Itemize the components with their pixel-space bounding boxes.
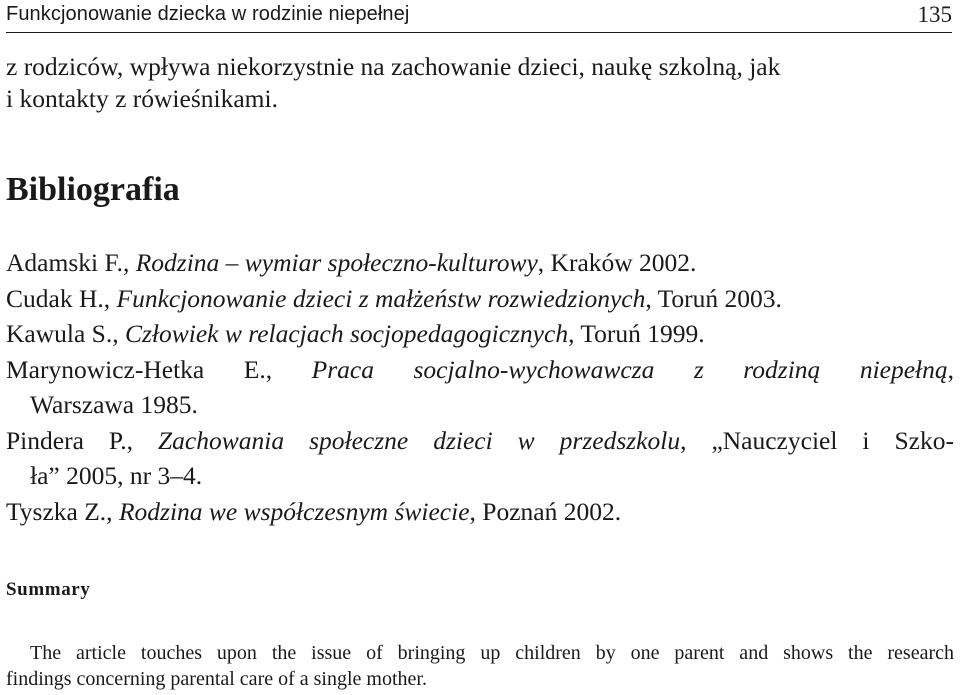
entry-author: Pindera P.,: [6, 425, 158, 455]
bibliography-entry: [6, 316, 954, 352]
entry-publication: , „Nauczyciel i Szko-: [680, 425, 954, 455]
bibliography-entry: [6, 281, 954, 317]
entry-publication: , Toruń 1999.: [568, 319, 705, 348]
summary-line: The article touches upon the issue of bringing up children by one parent and shows the research: [30, 642, 954, 664]
entry-publication: , Toruń 2003.: [645, 283, 782, 313]
bibliography-line: [6, 245, 954, 281]
intro-paragraph: [6, 51, 954, 115]
bibliography-line-continuation: ła” 2005, nr 3–4.: [30, 461, 203, 490]
bibliography-heading: Bibliografia: [6, 171, 180, 208]
bibliography-line: [6, 316, 954, 352]
entry-title: Rodzina we współczesnym świecie: [118, 496, 470, 526]
bibliography-entry: [6, 423, 954, 494]
entry-author: Marynowicz-Hetka E.,: [6, 354, 312, 384]
entry-author: Tyszka Z.,: [6, 496, 119, 526]
entry-author: Kawula S.,: [6, 319, 125, 348]
bibliography-entry: [6, 245, 954, 281]
entry-author: Adamski F.,: [6, 248, 136, 277]
entry-publication: , Kraków 2002.: [537, 248, 697, 277]
entry-title: Człowiek w relacjach socjopedagogicznych: [124, 319, 569, 348]
running-header: [6, 2, 952, 33]
summary-paragraph: [6, 640, 954, 692]
entry-author: Cudak H.,: [6, 283, 117, 313]
bibliography-line: [6, 494, 954, 530]
page-number: 135: [917, 2, 952, 27]
entry-publication: , Poznań 2002.: [469, 496, 622, 526]
bibliography-line-continuation: Warszawa 1985.: [30, 390, 198, 419]
entry-title: Praca socjalno-wychowawcza z rodziną niepełną: [311, 354, 948, 384]
intro-line: i kontakty z rówieśnikami.: [6, 84, 278, 113]
bibliography-list: [6, 245, 954, 529]
bibliography-line: [6, 352, 954, 388]
entry-title: Funkcjonowanie dzieci z małżeństw rozwiedzionych: [116, 283, 646, 313]
entry-title: Rodzina – wymiar społeczno-kulturowy: [135, 248, 538, 277]
entry-title: Zachowania społeczne dzieci w przedszkolu: [157, 425, 681, 455]
bibliography-entry: [6, 352, 954, 423]
entry-publication: ,: [947, 354, 955, 384]
summary-heading: Summary: [6, 579, 91, 600]
bibliography-entry: [6, 494, 954, 530]
summary-line: findings concerning parental care of a single mother.: [6, 668, 427, 690]
bibliography-line: [6, 423, 954, 459]
running-title: Funkcjonowanie dziecka w rodzinie niepełnej: [6, 3, 410, 25]
bibliography-line: [6, 281, 954, 317]
intro-line: z rodziców, wpływa niekorzystnie na zachowanie dzieci, naukę szkolną, jak: [6, 52, 781, 81]
